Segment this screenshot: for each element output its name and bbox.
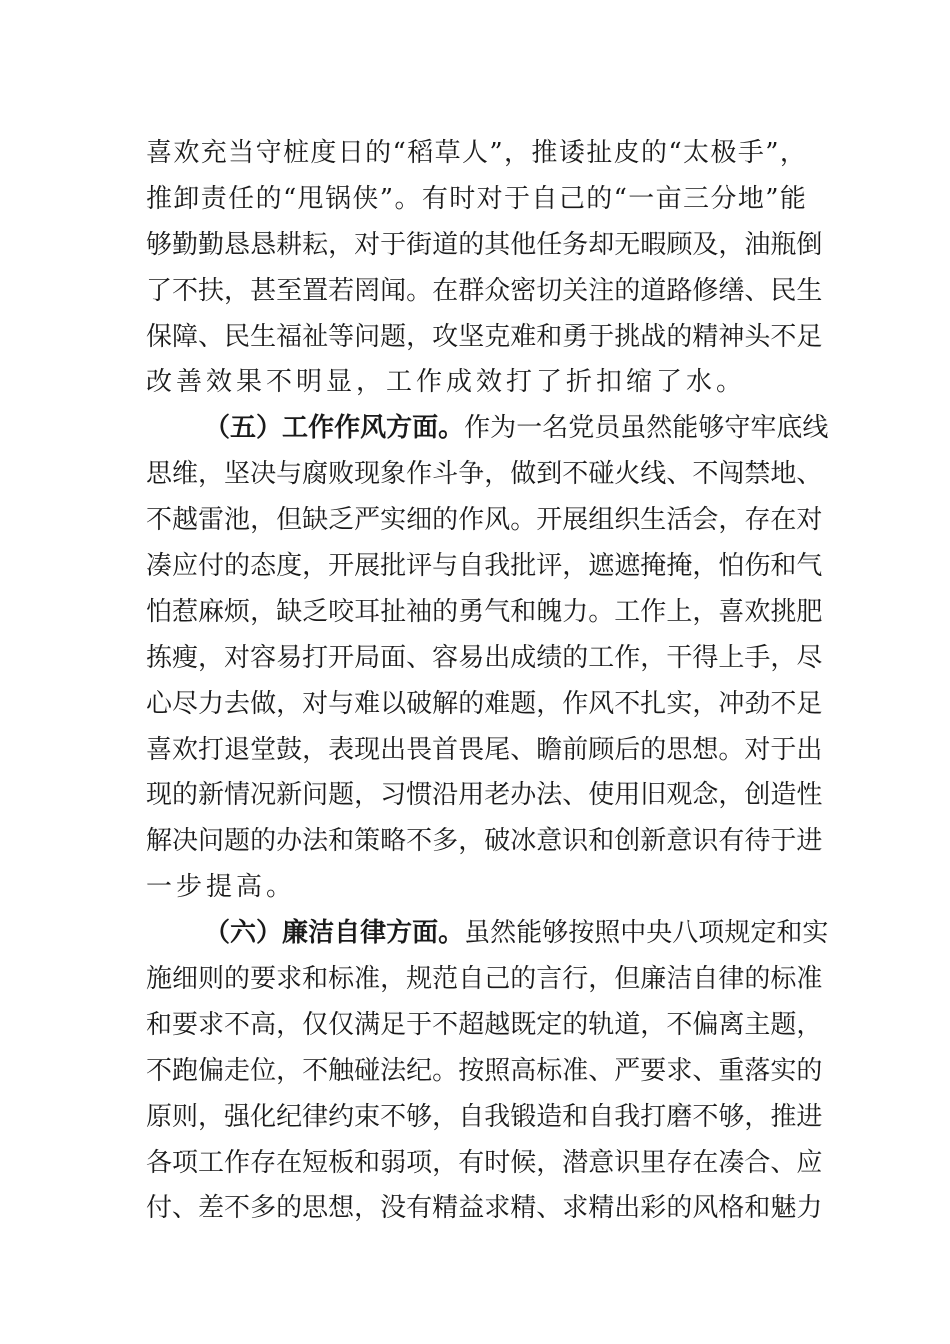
paragraph-line: 解 决 问 题 的 办 法 和 策 略 不 多 ， 破 冰 意 识 和 创 新 意 识 有 待 于 进 xyxy=(146,826,823,857)
paragraph-line: 思 维 ， 坚 决 与 腐 败 现 象 作 斗 争 ， 做 到 不 碰 火 线 、 不 闯 禁 地 、 xyxy=(146,459,823,490)
paragraph-line: 现 的 新 情 况 新 问 题 ， 习 惯 沿 用 老 办 法 、 使 用 旧 观 念 ， 创 造 性 xyxy=(146,780,823,811)
paragraph-line: 推 卸 责 任 的 “ 甩 锅 侠 ” 。 有 时 对 于 自 己 的 “ 一 亩 三 分 地 ” 能 xyxy=(146,183,806,214)
paragraph-heading-line: （ 六 ） 廉 洁 自 律 方 面 。 虽 然 能 够 按 照 中 央 八 项 规 定 和 实 xyxy=(204,918,829,949)
paragraph-line: 拣 瘦 ， 对 容 易 打 开 局 面 、 容 易 出 成 绩 的 工 作 ， 干 得 上 手 ， 尽 xyxy=(146,642,823,673)
paragraph-line: 原 则 ， 强 化 纪 律 约 束 不 够 ， 自 我 锻 造 和 自 我 打 磨 不 够 ， 推 进 xyxy=(146,1101,823,1132)
paragraph-line: 改善效果不明显，工作成效打了折扣缩了水。 xyxy=(146,367,747,398)
paragraph-line: 付 、 差 不 多 的 思 想 ， 没 有 精 益 求 精 、 求 精 出 彩 的 风 格 和 魅 力 xyxy=(146,1193,823,1224)
paragraph-line: 心 尽 力 去 做 ， 对 与 难 以 破 解 的 难 题 ， 作 风 不 扎 实 ， 冲 劲 不 足 xyxy=(146,688,823,719)
paragraph-line: 不 越 雷 池 ， 但 缺 乏 严 实 细 的 作 风 。 开 展 组 织 生 活 会 ， 存 在 对 xyxy=(146,505,823,536)
paragraph-line: 喜 欢 充 当 守 桩 度 日 的 “ 稻 草 人 ” ， 推 诿 扯 皮 的 “ 太 极 手 ” ， xyxy=(146,138,806,168)
paragraph-line: 凑 应 付 的 态 度 ， 开 展 批 评 与 自 我 批 评 ， 遮 遮 掩 掩 ， 怕 伤 和 气 xyxy=(146,551,823,582)
paragraph-line: 喜 欢 打 退 堂 鼓 ， 表 现 出 畏 首 畏 尾 、 瞻 前 顾 后 的 思 想 。 对 于 出 xyxy=(146,734,823,765)
paragraph-line: 不 跑 偏 走 位 ， 不 触 碰 法 纪 。 按 照 高 标 准 、 严 要 求 、 重 落 实 的 xyxy=(146,1055,823,1086)
paragraph-heading-line: （ 五 ） 工 作 作 风 方 面 。 作 为 一 名 党 员 虽 然 能 够 守 牢 底 线 xyxy=(204,413,829,444)
paragraph-line: 保 障 、 民 生 福 祉 等 问 题 ， 攻 坚 克 难 和 勇 于 挑 战 的 精 神 头 不 足 xyxy=(146,321,823,352)
document-body xyxy=(146,131,829,1232)
paragraph-line: 够 勤 勤 恳 恳 耕 耘 ， 对 于 街 道 的 其 他 任 务 却 无 暇 顾 及 ， 油 瓶 倒 xyxy=(146,229,823,260)
paragraph-line: 和 要 求 不 高 ， 仅 仅 满 足 于 不 超 越 既 定 的 轨 道 ， 不 偏 离 主 题 ， xyxy=(146,1009,823,1040)
paragraph-line: 怕 惹 麻 烦 ， 缺 乏 咬 耳 扯 袖 的 勇 气 和 魄 力 。 工 作 上 ， 喜 欢 挑 肥 xyxy=(146,596,823,627)
paragraph-line: 了 不 扶 ， 甚 至 置 若 罔 闻 。 在 群 众 密 切 关 注 的 道 路 修 缮 、 民 生 xyxy=(146,275,823,306)
paragraph-line: 各 项 工 作 存 在 短 板 和 弱 项 ， 有 时 候 ， 潜 意 识 里 存 在 凑 合 、 应 xyxy=(146,1147,823,1178)
paragraph-line: 施 细 则 的 要 求 和 标 准 ， 规 范 自 己 的 言 行 ， 但 廉 洁 自 律 的 标 准 xyxy=(146,964,823,995)
paragraph-line: 一步提高。 xyxy=(146,872,297,903)
